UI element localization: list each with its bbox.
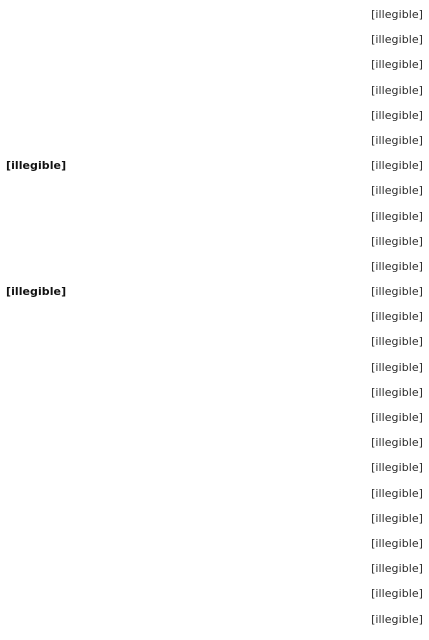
text-line (6, 481, 423, 506)
text-line (6, 581, 423, 606)
text-line-content: [illegible] (371, 436, 423, 450)
text-line-content: [illegible] (371, 108, 423, 122)
text-line-content: [illegible] (371, 612, 423, 626)
urdu-text-body (6, 2, 423, 632)
text-line-content: [illegible] (371, 536, 423, 550)
text-line (6, 52, 423, 77)
text-line (6, 430, 423, 455)
text-line (6, 2, 423, 27)
text-line-content: [illegible] (371, 486, 423, 500)
text-line (6, 178, 423, 203)
text-line (6, 329, 423, 354)
text-line-content: [illegible] (371, 461, 423, 475)
text-line (6, 506, 423, 531)
text-line-content: [illegible] (371, 285, 423, 299)
text-line-content: [illegible] (371, 335, 423, 349)
text-line-content: [illegible] (371, 259, 423, 273)
text-line-content: [illegible] (371, 133, 423, 147)
text-line-content: [illegible] (371, 411, 423, 424)
text-line (6, 405, 423, 430)
text-line (6, 531, 423, 556)
text-line-content: [illegible] (371, 58, 423, 72)
text-line (6, 204, 423, 229)
text-line-content: [illegible] (371, 562, 423, 576)
text-line-content: [illegible] (371, 511, 423, 525)
text-line (6, 27, 423, 52)
text-line (6, 128, 423, 153)
emphasized-phrase: [illegible] (6, 159, 67, 173)
text-line-content: [illegible] (371, 83, 423, 97)
text-line (6, 304, 423, 329)
emphasized-phrase: [illegible] (6, 285, 67, 299)
text-line (6, 380, 423, 405)
text-line-content: [illegible] (371, 234, 423, 248)
text-line (6, 254, 423, 279)
text-line-content: [illegible] (371, 310, 423, 324)
text-line (6, 556, 423, 581)
text-line (6, 279, 423, 304)
text-line-content: [illegible] (371, 184, 423, 198)
text-line (6, 229, 423, 254)
text-line-content: [illegible] (371, 33, 423, 47)
text-line-content: [illegible] (371, 587, 423, 601)
text-line-content: [illegible] (371, 159, 423, 173)
text-line (6, 455, 423, 480)
text-line-content: [illegible] (371, 209, 423, 223)
text-line (6, 153, 423, 178)
text-line-content: [illegible] (371, 8, 423, 21)
text-line (6, 355, 423, 380)
text-line (6, 607, 423, 632)
text-line-content: [illegible] (371, 360, 423, 374)
text-line-content: [illegible] (371, 385, 423, 399)
text-line (6, 78, 423, 103)
text-line (6, 103, 423, 128)
